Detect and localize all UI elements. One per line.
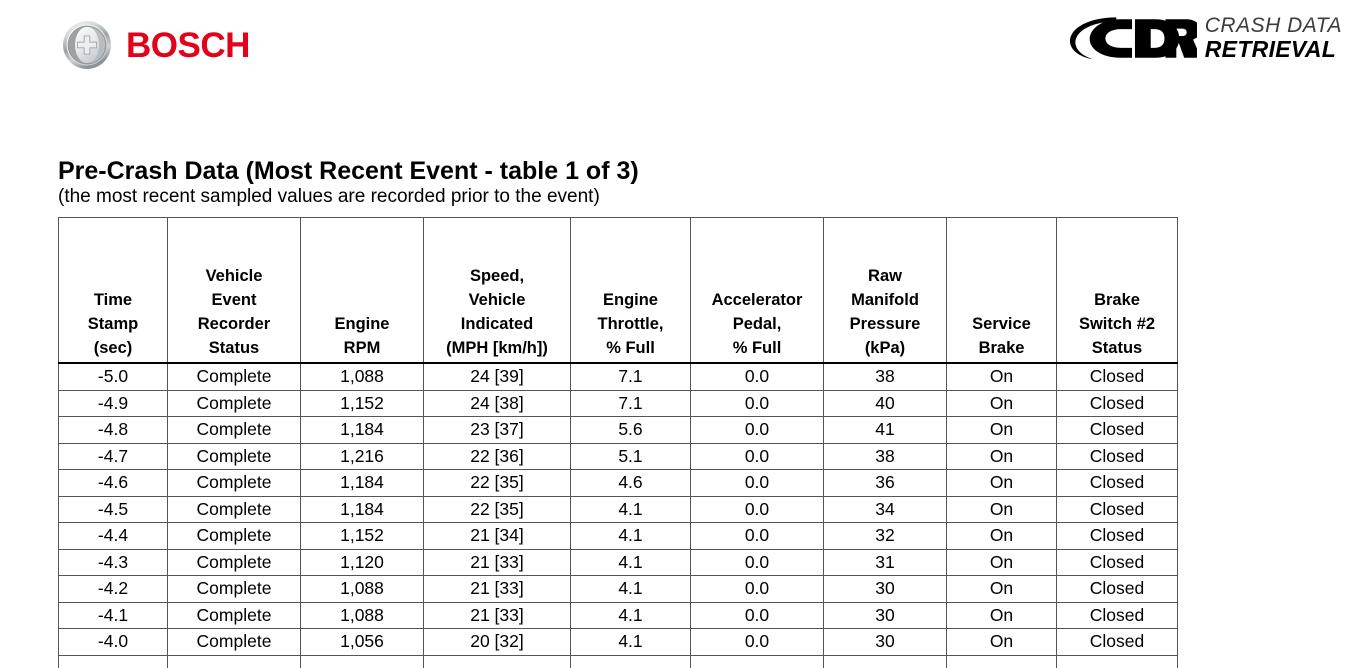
precrash-data-table-container [58, 217, 1177, 668]
cell-status: Complete [168, 390, 301, 417]
cell-rpm: 1,088 [301, 363, 424, 390]
cell-status: Complete [168, 443, 301, 470]
column-header-line: Stamp [87, 315, 139, 334]
column-header-speed [424, 218, 571, 364]
column-header-line: Manifold [851, 291, 919, 310]
cell-manifold: 36 [824, 470, 947, 497]
cell-speed: 21 [33] [424, 576, 571, 603]
precrash-data-table [58, 217, 1178, 668]
bosch-emblem-icon [62, 20, 112, 70]
cell-rpm: 1,056 [301, 629, 424, 656]
column-header-line: Event [211, 291, 257, 310]
cell-throttle: 4.6 [571, 470, 691, 497]
cell-speed: 22 [35] [424, 470, 571, 497]
cell-service: On [947, 363, 1057, 390]
table-row [59, 443, 1178, 470]
cell-pedal [691, 655, 824, 668]
table-row [59, 496, 1178, 523]
table-row [59, 549, 1178, 576]
cell-manifold: 31 [824, 549, 947, 576]
cell-time: -4.9 [59, 390, 168, 417]
column-header-line: Recorder [197, 315, 271, 334]
cell-rpm: 1,120 [301, 549, 424, 576]
table-row [59, 576, 1178, 603]
cell-service: On [947, 576, 1057, 603]
cell-throttle: 5.1 [571, 443, 691, 470]
cell-throttle: 7.1 [571, 390, 691, 417]
cell-service: On [947, 602, 1057, 629]
cell-rpm: 1,216 [301, 443, 424, 470]
cell-pedal: 0.0 [691, 470, 824, 497]
cell-brakesw: Closed [1057, 602, 1178, 629]
column-header-line: Status [208, 339, 260, 358]
cell-pedal: 0.0 [691, 629, 824, 656]
column-header-rpm [301, 218, 424, 364]
cell-brakesw: Closed [1057, 549, 1178, 576]
cell-speed: 20 [32] [424, 629, 571, 656]
cell-manifold: 32 [824, 523, 947, 550]
cell-time: -4.6 [59, 470, 168, 497]
cell-throttle: 7.1 [571, 363, 691, 390]
column-header-line: Engine [334, 315, 390, 334]
cell-manifold: 40 [824, 390, 947, 417]
cell-brakesw: Closed [1057, 390, 1178, 417]
cell-status: Complete [168, 470, 301, 497]
column-header-line: Indicated [460, 315, 534, 334]
cell-rpm: 1,152 [301, 523, 424, 550]
cell-service: On [947, 549, 1057, 576]
cell-pedal: 0.0 [691, 390, 824, 417]
cell-speed: 22 [35] [424, 496, 571, 523]
column-header-line: Brake [1094, 291, 1140, 310]
cell-status: Complete [168, 363, 301, 390]
cell-brakesw: Closed [1057, 496, 1178, 523]
column-header-line: Throttle, [597, 315, 664, 334]
cell-status: Complete [168, 496, 301, 523]
cell-time: -4.1 [59, 602, 168, 629]
table-row [59, 390, 1178, 417]
cell-rpm: 1,184 [301, 417, 424, 444]
cell-service: On [947, 523, 1057, 550]
column-header-line: (sec) [93, 339, 133, 358]
table-row [59, 470, 1178, 497]
cell-speed: 22 [36] [424, 443, 571, 470]
cell-speed: 24 [39] [424, 363, 571, 390]
table-header [59, 218, 1178, 364]
column-header-throttle [571, 218, 691, 364]
cell-brakesw: Closed [1057, 417, 1178, 444]
page-header [0, 0, 1356, 90]
cell-service [947, 655, 1057, 668]
cell-rpm: 1,184 [301, 470, 424, 497]
cell-brakesw [1057, 655, 1178, 668]
column-header-line: Pressure [849, 315, 921, 334]
cell-service: On [947, 629, 1057, 656]
cell-pedal: 0.0 [691, 496, 824, 523]
column-header-line: % Full [732, 339, 782, 358]
cell-pedal: 0.0 [691, 523, 824, 550]
cell-time: -4.7 [59, 443, 168, 470]
cdr-wordmark [1205, 15, 1342, 61]
cell-rpm: 1,088 [301, 576, 424, 603]
cell-time: -4.8 [59, 417, 168, 444]
column-header-time [59, 218, 168, 364]
cell-brakesw: Closed [1057, 576, 1178, 603]
cell-time: -4.2 [59, 576, 168, 603]
page-title: Pre-Crash Data (Most Recent Event - table 1 of 3) [58, 157, 639, 185]
cell-status: Complete [168, 629, 301, 656]
cell-brakesw: Closed [1057, 523, 1178, 550]
column-header-line: Vehicle [205, 267, 263, 286]
report-heading-block [58, 158, 1298, 208]
table-row [59, 417, 1178, 444]
cell-throttle: 4.1 [571, 523, 691, 550]
column-header-line: Accelerator [711, 291, 803, 310]
table-row [59, 602, 1178, 629]
cell-pedal: 0.0 [691, 443, 824, 470]
cell-service: On [947, 496, 1057, 523]
column-header-service [947, 218, 1057, 364]
cell-time [59, 655, 168, 668]
column-header-brakesw [1057, 218, 1178, 364]
cell-rpm: 1,152 [301, 390, 424, 417]
column-header-manifold [824, 218, 947, 364]
cell-speed: 21 [33] [424, 549, 571, 576]
cell-brakesw: Closed [1057, 443, 1178, 470]
cell-throttle [571, 655, 691, 668]
cell-manifold: 30 [824, 629, 947, 656]
cell-service: On [947, 417, 1057, 444]
table-body [59, 363, 1178, 668]
column-header-status [168, 218, 301, 364]
cell-pedal: 0.0 [691, 602, 824, 629]
cell-brakesw: Closed [1057, 470, 1178, 497]
cell-time: -5.0 [59, 363, 168, 390]
cell-throttle: 5.6 [571, 417, 691, 444]
cell-throttle: 4.1 [571, 496, 691, 523]
cell-speed: 21 [34] [424, 523, 571, 550]
column-header-line: Pedal, [732, 315, 782, 334]
column-header-line: (kPa) [864, 339, 906, 358]
table-row-partial [59, 655, 1178, 668]
bosch-logo-lockup [62, 20, 250, 70]
cell-rpm [301, 655, 424, 668]
cell-brakesw: Closed [1057, 629, 1178, 656]
column-header-line: Raw [868, 267, 902, 286]
cell-time: -4.5 [59, 496, 168, 523]
cell-status: Complete [168, 602, 301, 629]
cell-service: On [947, 443, 1057, 470]
cell-pedal: 0.0 [691, 576, 824, 603]
cell-service: On [947, 390, 1057, 417]
cell-time: -4.4 [59, 523, 168, 550]
cell-rpm: 1,184 [301, 496, 424, 523]
column-header-line: RPM [343, 339, 381, 358]
cell-time: -4.0 [59, 629, 168, 656]
cell-manifold: 30 [824, 576, 947, 603]
column-header-line: Speed, [469, 267, 525, 286]
cdr-wordmark-line2: RETRIEVAL [1204, 36, 1337, 62]
cell-speed: 23 [37] [424, 417, 571, 444]
column-header-line: Engine [602, 291, 658, 310]
column-header-line: Service [972, 315, 1031, 334]
column-header-pedal [691, 218, 824, 364]
cell-pedal: 0.0 [691, 549, 824, 576]
cell-speed: 24 [38] [424, 390, 571, 417]
cell-speed: 21 [33] [424, 602, 571, 629]
cell-service: On [947, 470, 1057, 497]
cell-time: -4.3 [59, 549, 168, 576]
bosch-wordmark: BOSCH [126, 25, 250, 65]
cell-pedal: 0.0 [691, 363, 824, 390]
table-row [59, 523, 1178, 550]
cell-manifold: 41 [824, 417, 947, 444]
column-header-line: (MPH [km/h]) [446, 339, 548, 358]
column-header-line: Brake [978, 339, 1025, 358]
cell-brakesw: Closed [1057, 363, 1178, 390]
cell-status: Complete [168, 549, 301, 576]
table-row [59, 363, 1178, 390]
column-header-line: % Full [606, 339, 655, 358]
cell-status: Complete [168, 576, 301, 603]
cdr-monogram-icon [1069, 14, 1197, 62]
cdr-wordmark-line1: CRASH DATA [1204, 14, 1342, 37]
cell-manifold: 38 [824, 363, 947, 390]
cell-rpm: 1,088 [301, 602, 424, 629]
cell-status: Complete [168, 523, 301, 550]
column-header-line: Status [1091, 339, 1143, 358]
table-row [59, 629, 1178, 656]
cell-status [168, 655, 301, 668]
cell-throttle: 4.1 [571, 602, 691, 629]
cell-manifold: 30 [824, 602, 947, 629]
cell-throttle: 4.1 [571, 629, 691, 656]
cell-manifold [824, 655, 947, 668]
column-header-line: Time [93, 291, 133, 310]
table-header-row [59, 218, 1178, 364]
cell-status: Complete [168, 417, 301, 444]
column-header-line: Switch #2 [1078, 315, 1156, 334]
cell-pedal: 0.0 [691, 417, 824, 444]
cell-manifold: 38 [824, 443, 947, 470]
cell-throttle: 4.1 [571, 576, 691, 603]
cell-manifold: 34 [824, 496, 947, 523]
cell-speed [424, 655, 571, 668]
cdr-logo-lockup [1069, 14, 1342, 62]
page-subtitle: (the most recent sampled values are recorded prior to the event) [58, 186, 600, 208]
column-header-line: Vehicle [468, 291, 526, 310]
cell-throttle: 4.1 [571, 549, 691, 576]
